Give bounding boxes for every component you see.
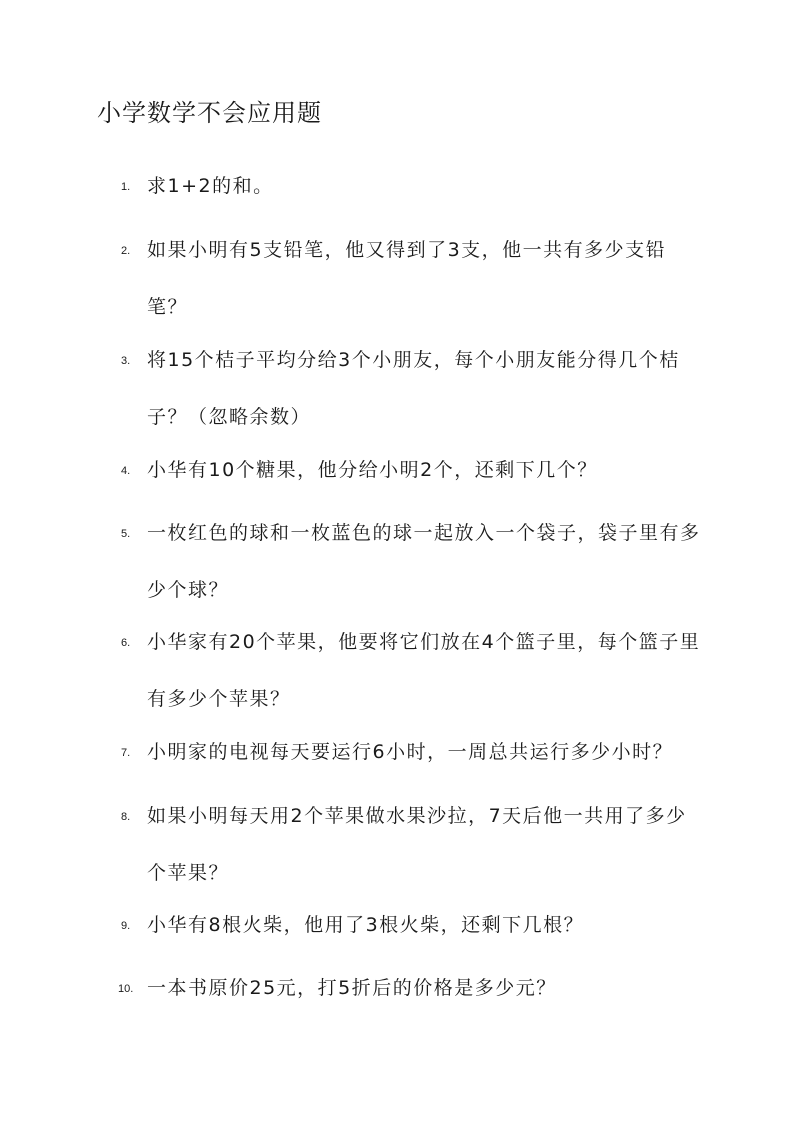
question-number: 8. xyxy=(121,811,131,823)
question-number: 6. xyxy=(121,637,131,649)
question-text: 求1+2的和。 xyxy=(147,175,274,197)
question-text: 如果小明每天用2个苹果做水果沙拉，7天后他一共用了多少个苹果？ xyxy=(147,805,687,884)
question-number: 9. xyxy=(121,920,131,932)
question-number: 7. xyxy=(121,747,131,759)
question-text: 小明家的电视每天要运行6小时，一周总共运行多少小时？ xyxy=(147,741,674,763)
question-number: 5. xyxy=(121,528,131,540)
question-text: 将15个桔子平均分给3个小朋友，每个小朋友能分得几个桔子？（忽略余数） xyxy=(147,349,680,428)
question-number: 3. xyxy=(121,355,131,367)
question-text: 一本书原价25元，打5折后的价格是多少元？ xyxy=(147,977,557,999)
question-number: 4. xyxy=(121,465,131,477)
question-text: 一枚红色的球和一枚蓝色的球一起放入一个袋子，袋子里有多少个球？ xyxy=(147,522,701,601)
question-text: 小华家有20个苹果，他要将它们放在4个篮子里，每个篮子里有多少个苹果？ xyxy=(147,631,701,710)
question-number: 10. xyxy=(118,983,134,995)
question-text: 小华有8根火柴，他用了3根火柴，还剩下几根？ xyxy=(147,914,585,936)
question-number: 1. xyxy=(121,181,131,193)
question-text: 如果小明有5支铅笔，他又得到了3支，他一共有多少支铅笔？ xyxy=(147,239,667,318)
page-title: 小学数学不会应用题 xyxy=(97,99,322,127)
question-text: 小华有10个糖果，他分给小明2个，还剩下几个？ xyxy=(147,459,598,481)
question-number: 2. xyxy=(121,245,131,257)
